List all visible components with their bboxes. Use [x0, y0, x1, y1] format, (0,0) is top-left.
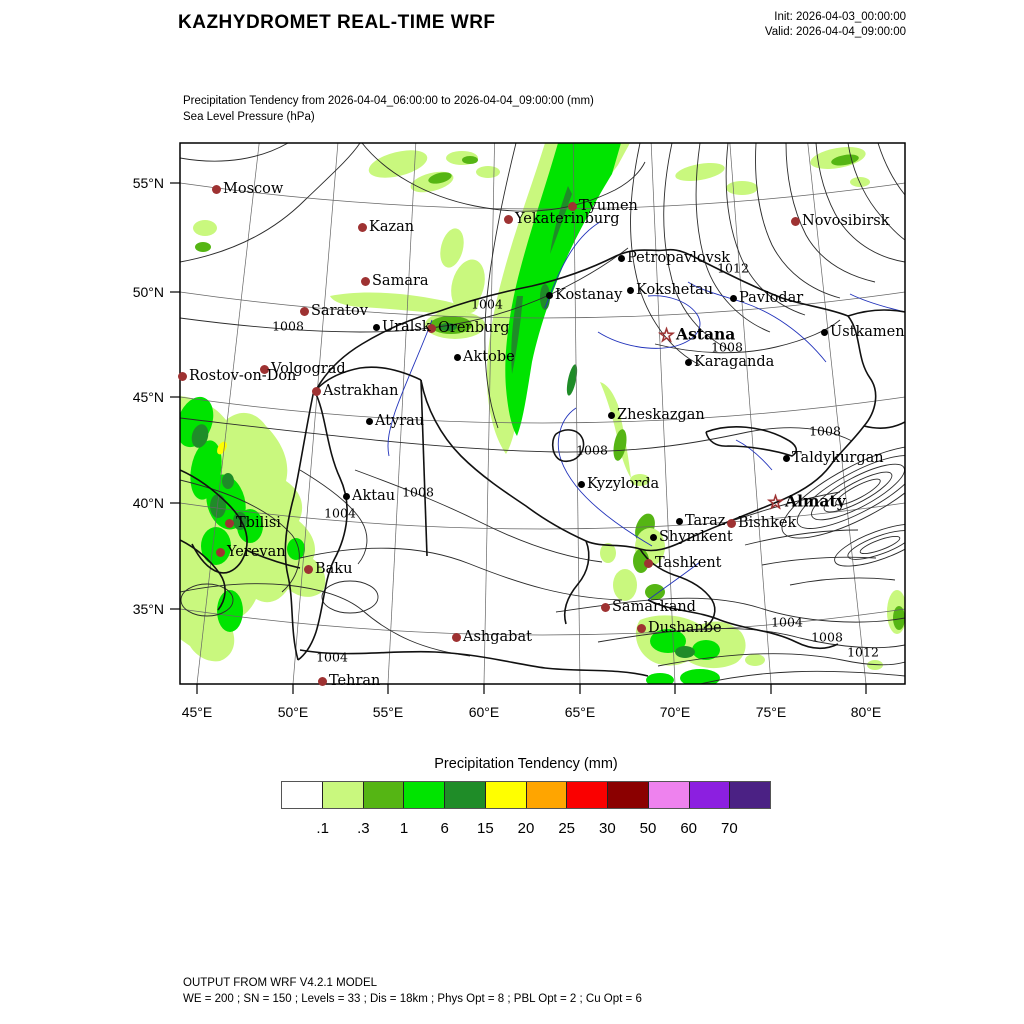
city-dot-icon	[358, 223, 367, 232]
city-name: Yerevan	[227, 544, 286, 560]
city-dot-icon	[568, 202, 577, 211]
pressure-label-1008: 1008	[576, 442, 608, 458]
lon-label: 60°E	[468, 704, 500, 720]
colorbar-cell	[404, 782, 445, 808]
city-almaty	[767, 491, 846, 514]
run-times	[765, 10, 906, 40]
city-dot-icon	[791, 217, 800, 226]
city-dot-icon	[373, 324, 380, 331]
city-dot-icon	[304, 565, 313, 574]
city-pavlodar	[730, 290, 803, 306]
city-taldykurgan	[783, 450, 884, 466]
colorbar-cell	[567, 782, 608, 808]
city-dot-icon	[225, 519, 234, 528]
city-baku	[304, 561, 352, 577]
city-tyumen	[568, 198, 638, 214]
colorbar-cell	[690, 782, 731, 808]
pressure-label-1004: 1004	[324, 505, 356, 521]
city-dot-icon	[318, 677, 327, 686]
city-samarkand	[601, 599, 696, 615]
colorbar-value: 1	[399, 820, 409, 837]
colorbar-value: 70	[720, 820, 738, 837]
city-name: Zheskazgan	[617, 407, 705, 423]
city-name: Dushanbe	[648, 620, 722, 636]
pressure-label-1008: 1008	[809, 423, 841, 439]
city-name: Astana	[676, 324, 736, 344]
city-name: Samara	[372, 273, 429, 289]
model-info	[183, 976, 642, 1007]
city-zheskazgan	[608, 407, 705, 423]
colorbar-value: 60	[680, 820, 697, 837]
city-moscow	[212, 181, 283, 197]
city-dot-icon	[730, 295, 737, 302]
colorbar-cell	[323, 782, 364, 808]
city-name: Baku	[315, 561, 353, 577]
city-dot-icon	[452, 633, 461, 642]
lat-label: 50°N	[132, 284, 164, 300]
city-name: Taldykurgan	[792, 450, 884, 466]
city-name: Karaganda	[694, 354, 775, 370]
pressure-label-1008: 1008	[402, 484, 434, 500]
city-dushanbe	[637, 620, 722, 636]
city-dot-icon	[783, 455, 790, 462]
city-name: Moscow	[223, 181, 284, 197]
city-shymkent	[650, 529, 733, 545]
city-name: Aktobe	[463, 349, 515, 365]
valid-time: Valid: 2026-04-04_09:00:00	[764, 26, 906, 38]
city-kazan	[358, 219, 414, 235]
city-name: Bishkek	[738, 515, 797, 531]
city-name: Yekaterinburg	[515, 211, 620, 227]
city-name: Tehran	[329, 673, 381, 689]
precip-tendency-range: Precipitation Tendency from 2026-04-04_06:00:00 to 2026-04-04_09:00:00 (mm)	[183, 95, 594, 107]
pressure-label-1008: 1008	[711, 339, 743, 355]
meridian-line	[293, 143, 338, 684]
colorbar-value: 20	[517, 820, 535, 837]
city-kostanay	[546, 287, 622, 303]
city-tbilisi	[225, 515, 281, 531]
city-name: Shymkent	[659, 529, 733, 545]
lat-label: 40°N	[132, 495, 164, 511]
city-dot-icon	[685, 359, 692, 366]
city-name: Novosibirsk	[802, 213, 890, 229]
colorbar-cell	[282, 782, 323, 808]
colorbar-value: 50	[639, 820, 657, 837]
city-rostov-on-don	[178, 368, 296, 384]
lon-label: 70°E	[659, 704, 691, 720]
init-time: Init: 2026-04-03_00:00:00	[774, 11, 906, 23]
lon-label: 75°E	[755, 704, 787, 720]
pressure-label-1004: 1004	[771, 614, 803, 630]
city-name: Orenburg	[438, 320, 510, 336]
city-name: Volgograd	[271, 361, 346, 377]
city-dot-icon	[361, 277, 370, 286]
city-name: Tashkent	[655, 555, 722, 571]
city-name: Tyumen	[579, 198, 638, 214]
city-name: Kyzylorda	[587, 476, 660, 492]
city-astrakhan	[312, 383, 398, 399]
city-kyzylorda	[578, 476, 659, 492]
lon-label: 80°E	[850, 704, 882, 720]
city-name: Kostanay	[555, 287, 623, 303]
colorbar-cell	[364, 782, 405, 808]
city-dot-icon	[343, 493, 350, 500]
city-taraz	[676, 513, 725, 529]
colorbar-value: .3	[357, 820, 370, 837]
city-karaganda	[685, 354, 774, 370]
city-name: Rostov-on-Don	[189, 368, 297, 384]
city-name: Taraz	[685, 513, 726, 529]
city-name: Kazan	[369, 219, 415, 235]
colorbar-value: 25	[558, 820, 575, 837]
city-novosibirsk	[791, 213, 890, 229]
lat-label: 35°N	[132, 601, 164, 617]
colorbar-cell	[527, 782, 568, 808]
city-dot-icon	[178, 372, 187, 381]
colorbar-cell	[730, 782, 770, 808]
city-dot-icon	[676, 518, 683, 525]
capital-star-icon: ☆	[767, 491, 785, 514]
city-name: Atyrau	[375, 413, 425, 429]
colorbar-value: 15	[476, 820, 494, 837]
city-ustkamen	[821, 324, 905, 340]
city-dot-icon	[821, 329, 828, 336]
city-dot-icon	[366, 418, 373, 425]
colorbar-cell	[445, 782, 486, 808]
city-dot-icon	[627, 287, 634, 294]
city-dot-icon	[300, 307, 309, 316]
city-name: Uralsk	[382, 319, 431, 335]
city-yerevan	[216, 544, 286, 560]
city-name: Astrakhan	[323, 383, 399, 399]
city-dot-icon	[546, 292, 553, 299]
colorbar-cell	[649, 782, 690, 808]
city-dot-icon	[637, 624, 646, 633]
city-name: Aktau	[352, 488, 396, 504]
colorbar-value: 30	[598, 820, 616, 837]
lat-label: 55°N	[132, 175, 164, 191]
pressure-label-1008: 1008	[272, 318, 304, 334]
field-description	[183, 94, 594, 125]
colorbar-tick-labels	[282, 820, 770, 840]
lon-label: 50°E	[277, 704, 309, 720]
city-name: Tbilisi	[236, 515, 281, 531]
model-version: OUTPUT FROM WRF V4.2.1 MODEL	[183, 977, 378, 989]
city-dot-icon	[618, 255, 625, 262]
pressure-label-1004: 1004	[471, 296, 503, 312]
city-dot-icon	[454, 354, 461, 361]
pressure-label-1012: 1012	[847, 644, 879, 660]
city-samara	[361, 273, 429, 289]
city-dot-icon	[216, 548, 225, 557]
city-kokshetau	[627, 282, 713, 298]
colorbar-value: .1	[316, 820, 329, 837]
colorbar-value: 6	[440, 820, 449, 837]
city-dot-icon	[644, 559, 653, 568]
pressure-label-1008: 1008	[811, 629, 843, 645]
city-orenburg	[427, 320, 510, 336]
colorbar-cell	[608, 782, 649, 808]
city-name: Petropavlovsk	[627, 250, 731, 266]
city-dot-icon	[608, 412, 615, 419]
lon-label: 65°E	[564, 704, 596, 720]
city-dot-icon	[312, 387, 321, 396]
colorbar-title: Precipitation Tendency (mm)	[434, 756, 618, 772]
city-name: Ashgabat	[463, 629, 532, 645]
city-aktobe	[454, 349, 515, 365]
city-dot-icon	[578, 481, 585, 488]
city-tehran	[318, 673, 380, 689]
lon-label: 55°E	[372, 704, 404, 720]
lat-label: 45°N	[132, 389, 164, 405]
city-name: Almaty	[785, 491, 846, 511]
city-atyrau	[366, 413, 424, 429]
city-dot-icon	[601, 603, 610, 612]
colorbar	[282, 782, 770, 808]
city-petropavlovsk	[618, 250, 730, 266]
capital-star-icon: ☆	[658, 324, 676, 347]
city-dot-icon	[727, 519, 736, 528]
colorbar-cell	[486, 782, 527, 808]
city-dot-icon	[650, 534, 657, 541]
city-dot-icon	[504, 215, 513, 224]
city-name: Ustkamen	[830, 324, 905, 340]
city-saratov	[300, 303, 368, 319]
city-name: Samarkand	[612, 599, 696, 615]
pressure-label-1004: 1004	[316, 649, 348, 665]
city-uralsk	[373, 319, 431, 335]
city-aktau	[343, 488, 395, 504]
city-bishkek	[727, 515, 796, 531]
city-name: Saratov	[311, 303, 368, 319]
page-title: KAZHYDROMET REAL-TIME WRF	[178, 12, 496, 33]
city-name: Pavlodar	[739, 290, 804, 306]
parallel-line	[180, 397, 905, 423]
city-name: Kokshetau	[636, 282, 714, 298]
slp-label: Sea Level Pressure (hPa)	[183, 110, 315, 123]
city-ashgabat	[452, 629, 532, 645]
model-config: WE = 200 ; SN = 150 ; Levels = 33 ; Dis = 18km ; Phys Opt = 8 ; PBL Opt = 2 ; Cu Opt = 6	[183, 992, 642, 1005]
pressure-label-1012: 1012	[717, 260, 749, 276]
city-dot-icon	[212, 185, 221, 194]
lon-label: 45°E	[181, 704, 213, 720]
city-tashkent	[644, 555, 722, 571]
